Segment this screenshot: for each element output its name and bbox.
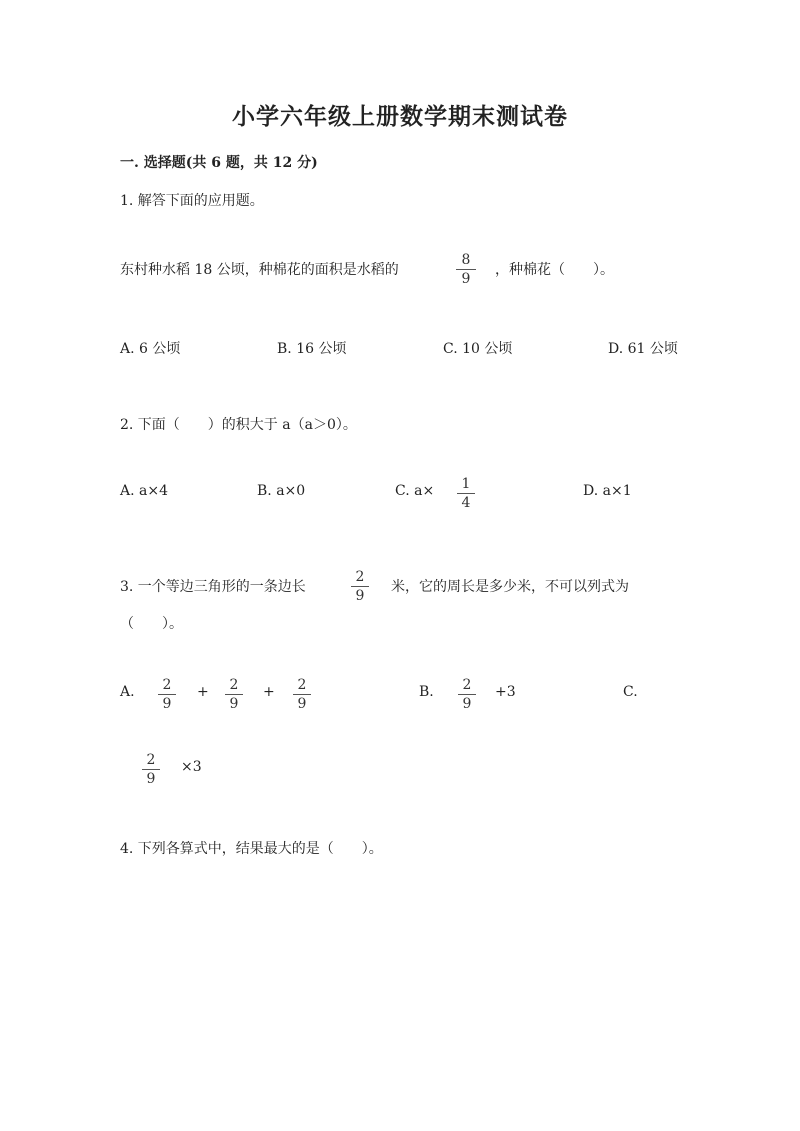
fraction-bar [351,586,369,587]
question-2-option-a[interactable]: A. a×4 [120,483,168,499]
fraction-bar [158,694,176,695]
option-a-fraction-1 [158,677,176,712]
question-1-option-c[interactable]: C. 10 公顷 [443,341,513,357]
fraction-bar [457,493,475,494]
question-3-text: 3. 一个等边三角形的一条边长 [120,579,306,595]
section-heading: 一. 选择题(共 6 题，共 12 分) [120,155,318,171]
fraction-denominator: 9 [297,696,307,712]
fraction-numerator: 2 [229,677,239,693]
question-3-fraction [351,569,369,604]
question-1-fraction [456,252,476,287]
question-1-option-a[interactable]: A. 6 公顷 [120,341,181,357]
fraction-denominator: 9 [229,696,239,712]
option-a-fraction-3 [293,677,311,712]
question-4-prompt: 4. 下列各算式中，结果最大的是（ ）。 [120,841,383,857]
question-1-text: 东村种水稻 18 公顷，种棉花的面积是水稻的 [120,262,399,278]
question-3-blank: （ ）。 [120,616,183,632]
fraction-numerator: 2 [355,569,365,585]
question-3-option-a[interactable]: A. [120,684,135,700]
fraction-numerator: 2 [162,677,172,693]
page-title: 小学六年级上册数学期末测试卷 [232,103,568,130]
question-2-prompt: 2. 下面（ ）的积大于 a（a＞0）。 [120,417,357,433]
option-c-fraction [142,752,160,787]
fraction-numerator: 8 [461,252,471,268]
fraction-bar [456,269,476,270]
fraction-denominator: 9 [461,271,471,287]
fraction-bar [142,769,160,770]
fraction-numerator: 2 [297,677,307,693]
plus-sign: + [197,684,209,700]
option-b-suffix: +3 [495,684,516,700]
plus-sign: + [263,684,275,700]
question-3-option-b[interactable]: B. [419,684,434,700]
fraction-denominator: 9 [462,696,472,712]
fraction-denominator: 9 [355,588,365,604]
option-a-fraction-2 [225,677,243,712]
question-1-text-after: ，种棉花（ ）。 [495,262,614,278]
fraction-numerator: 2 [146,752,156,768]
option-c-suffix: ×3 [181,759,202,775]
fraction-bar [225,694,243,695]
fraction-numerator: 1 [461,476,471,492]
fraction-bar [458,694,476,695]
question-3-option-c[interactable]: C. [623,684,638,700]
question-2-option-c[interactable]: C. a× [395,483,435,499]
fraction-denominator: 9 [146,771,156,787]
question-1-prompt: 1. 解答下面的应用题。 [120,193,264,209]
question-1-option-b[interactable]: B. 16 公顷 [277,341,347,357]
question-2-option-b[interactable]: B. a×0 [257,483,306,499]
question-2-option-d[interactable]: D. a×1 [583,483,632,499]
question-2-option-c-fraction [457,476,475,511]
option-b-fraction [458,677,476,712]
fraction-denominator: 4 [461,495,471,511]
fraction-numerator: 2 [462,677,472,693]
fraction-denominator: 9 [162,696,172,712]
question-3-text-after: 米，它的周长是多少米，不可以列式为 [391,579,629,595]
question-1-option-d[interactable]: D. 61 公顷 [608,341,678,357]
fraction-bar [293,694,311,695]
